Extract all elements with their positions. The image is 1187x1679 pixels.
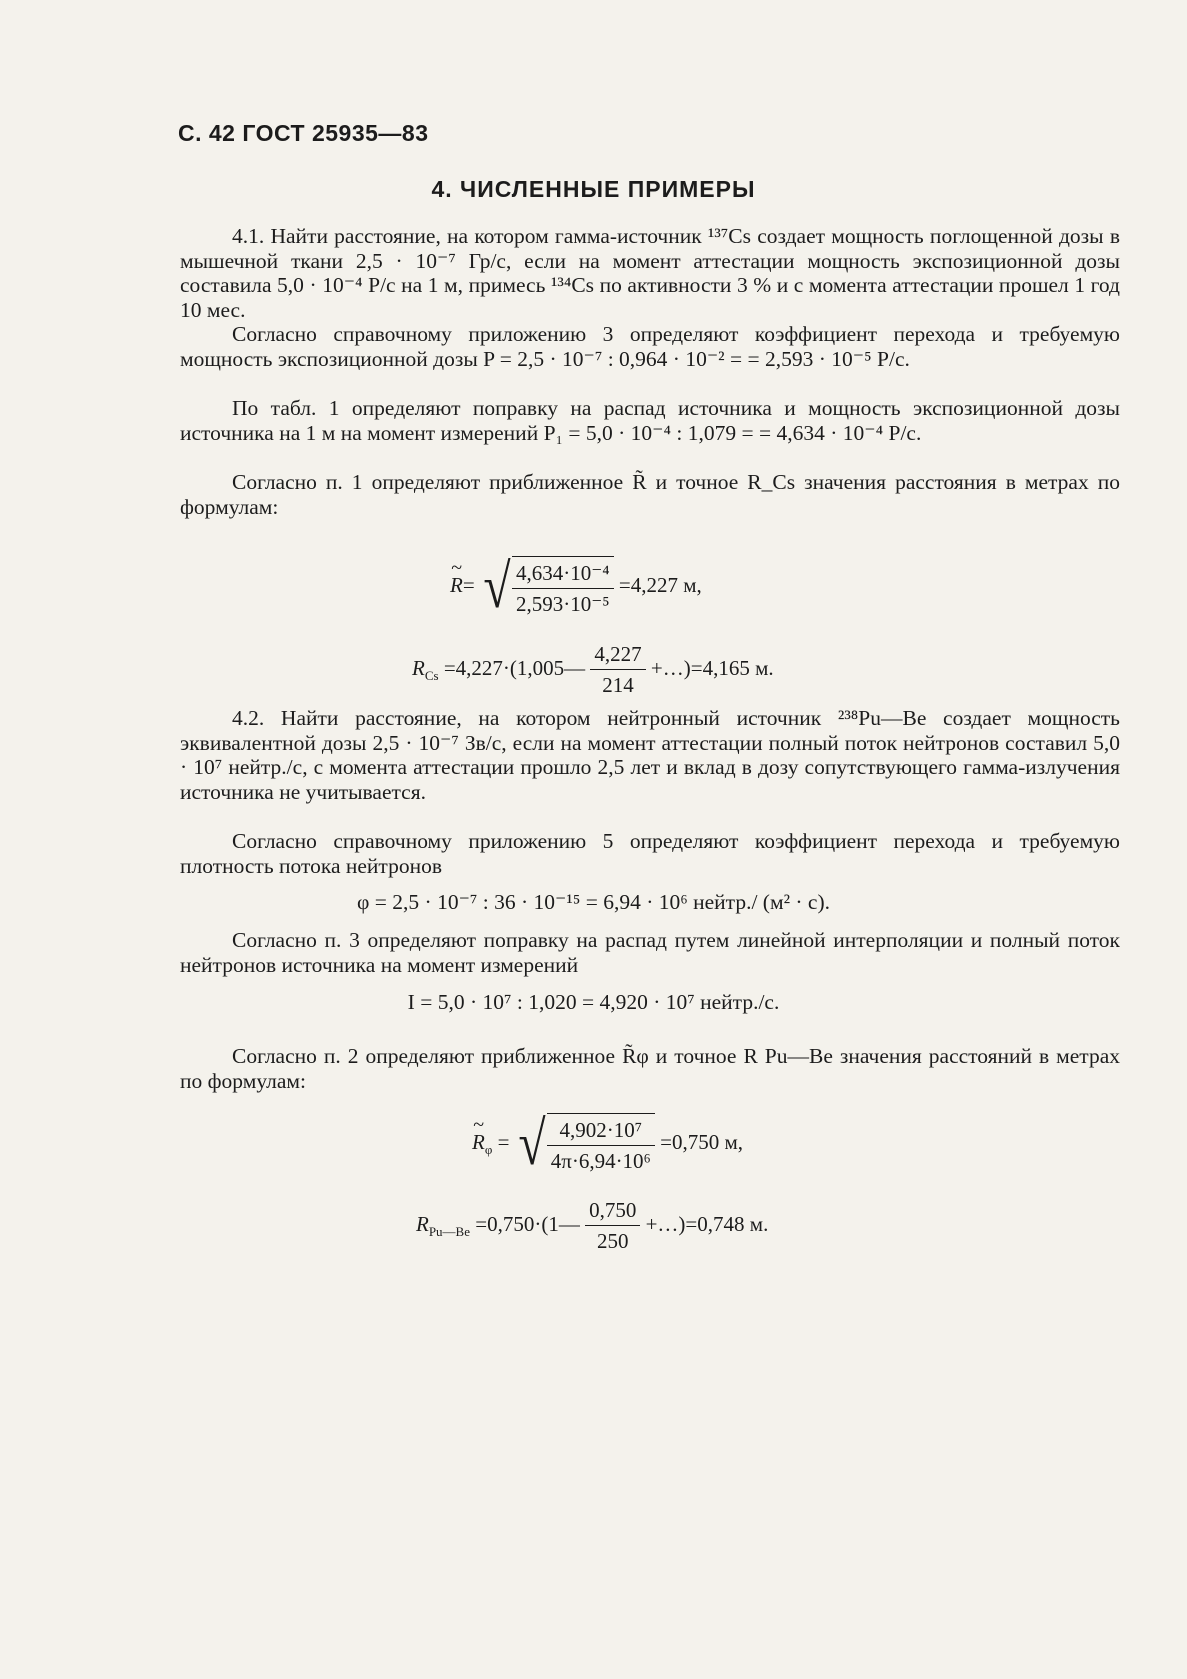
fraction-numerator: 4,902·10⁷ [547, 1118, 655, 1146]
formula-lhs: R [412, 655, 425, 680]
equation-flux: I = 5,0 · 10⁷ : 1,020 = 4,920 · 10⁷ нейтр./с. [407, 990, 780, 1014]
example-4-2-step-1: Согласно справочному приложению 5 определяют коэффициент перехода и требуемую плотность потока нейтронов [180, 829, 1120, 878]
formula-part: =0,750·(1— [475, 1211, 580, 1236]
formula-result: +…)=4,165 м. [650, 655, 774, 680]
radical-icon: √ [483, 553, 511, 621]
fraction [590, 642, 645, 698]
fraction-denominator: 2,593·10⁻⁵ [515, 592, 610, 616]
formula-lhs-subscript: φ [484, 1142, 493, 1157]
fraction-denominator: 250 [596, 1229, 629, 1253]
page-header: С. 42 ГОСТ 25935—83 [178, 120, 429, 146]
formula-result: =4,227 м, [618, 572, 702, 597]
formula-result: =0,750 м, [660, 1129, 744, 1154]
example-4-1-step-2: По табл. 1 определяют поправку на распад источника и мощность экспозиционной дозы источника на 1 м на момент измерений P₁ = 5,0 · 10⁻⁴ : 1,079 = = 4,634 · 10⁻⁴ Р/с. [180, 396, 1120, 445]
formula-result: +…)=0,748 м. [645, 1211, 769, 1236]
formula-r-pu-be [416, 1198, 768, 1254]
equation-phi: φ = 2,5 · 10⁻⁷ : 36 · 10⁻¹⁵ = 6,94 · 10⁶ нейтр./ (м² · с). [357, 890, 830, 914]
example-4-1-statement: 4.1. Найти расстояние, на котором гамма-источник ¹³⁷Cs создает мощность поглощенной дозы в мышечной ткани 2,5 · 10⁻⁷ Гр/с, если на момент аттестации мощность экспозиционной дозы составила 5,0 · 10⁻⁴ Р/с на 1 м, примесь ¹³⁴Cs по активности 3 % и с момента аттестации прошел 1 год 10 мес. [180, 224, 1120, 322]
formula-lhs: ~ R [450, 573, 463, 598]
example-4-1-step-3: Согласно п. 1 определяют приближенное R̃ и точное R_Cs значения расстояния в метрах по формулам: [180, 470, 1120, 519]
formula-lhs-subscript: Cs [424, 668, 439, 683]
formula-lhs: R [416, 1211, 429, 1236]
fraction-numerator: 0,750 [585, 1198, 640, 1226]
fraction [547, 1118, 655, 1174]
fraction-numerator: 4,634·10⁻⁴ [512, 561, 614, 589]
fraction [585, 1198, 640, 1254]
radical-icon: √ [518, 1110, 546, 1178]
fraction-numerator: 4,227 [590, 642, 645, 670]
formula-lhs: ~ R [472, 1130, 485, 1155]
fraction-denominator: 214 [602, 673, 634, 697]
formula-r-approx-phi: ~ $R_\varphi$ = √ $\frac{\text{4,902·10⁷}}{\text{4π·6,94·10⁶}}$ =0,750 м, [472, 1113, 743, 1175]
example-4-2-step-3: Согласно п. 2 определяют приближенное R̃φ и точное R Pu—Be значения расстояний в метрах по формулам: [180, 1044, 1120, 1093]
fraction [512, 561, 614, 617]
formula-lhs-subscript: Pu—Be [428, 1224, 470, 1239]
example-4-2-step-2: Согласно п. 3 определяют поправку на распад путем линейной интерполяции и полный поток нейтронов источника на момент измерений [180, 928, 1120, 977]
formula-r-cs [412, 642, 774, 698]
formula-r-approx-cs: ~ R= √ $\frac{\text{4,634·10⁻⁴}}{\text{2,593·10⁻⁵}}$ =4,227 м, [450, 556, 702, 618]
formula-part: =4,227·(1,005— [443, 655, 586, 680]
example-4-1-step-1: Согласно справочному приложению 3 определяют коэффициент перехода и требуемую мощность экспозиционной дозы P = 2,5 · 10⁻⁷ : 0,964 · 10⁻² = = 2,593 · 10⁻⁵ Р/с. [180, 322, 1120, 371]
fraction-denominator: 4π·6,94·10⁶ [550, 1149, 651, 1173]
section-title: 4. ЧИСЛЕННЫЕ ПРИМЕРЫ [431, 176, 756, 202]
example-4-2-statement: 4.2. Найти расстояние, на котором нейтронный источник ²³⁸Pu—Be создает мощность эквивалентной дозы 2,5 · 10⁻⁷ Зв/с, если на момент аттестации полный поток нейтронов составил 5,0 · 10⁷ нейтр./с, с момента аттестации прошло 2,5 лет и вклад в дозу сопутствующего гамма-излучения источника не учитывается. [180, 706, 1120, 804]
